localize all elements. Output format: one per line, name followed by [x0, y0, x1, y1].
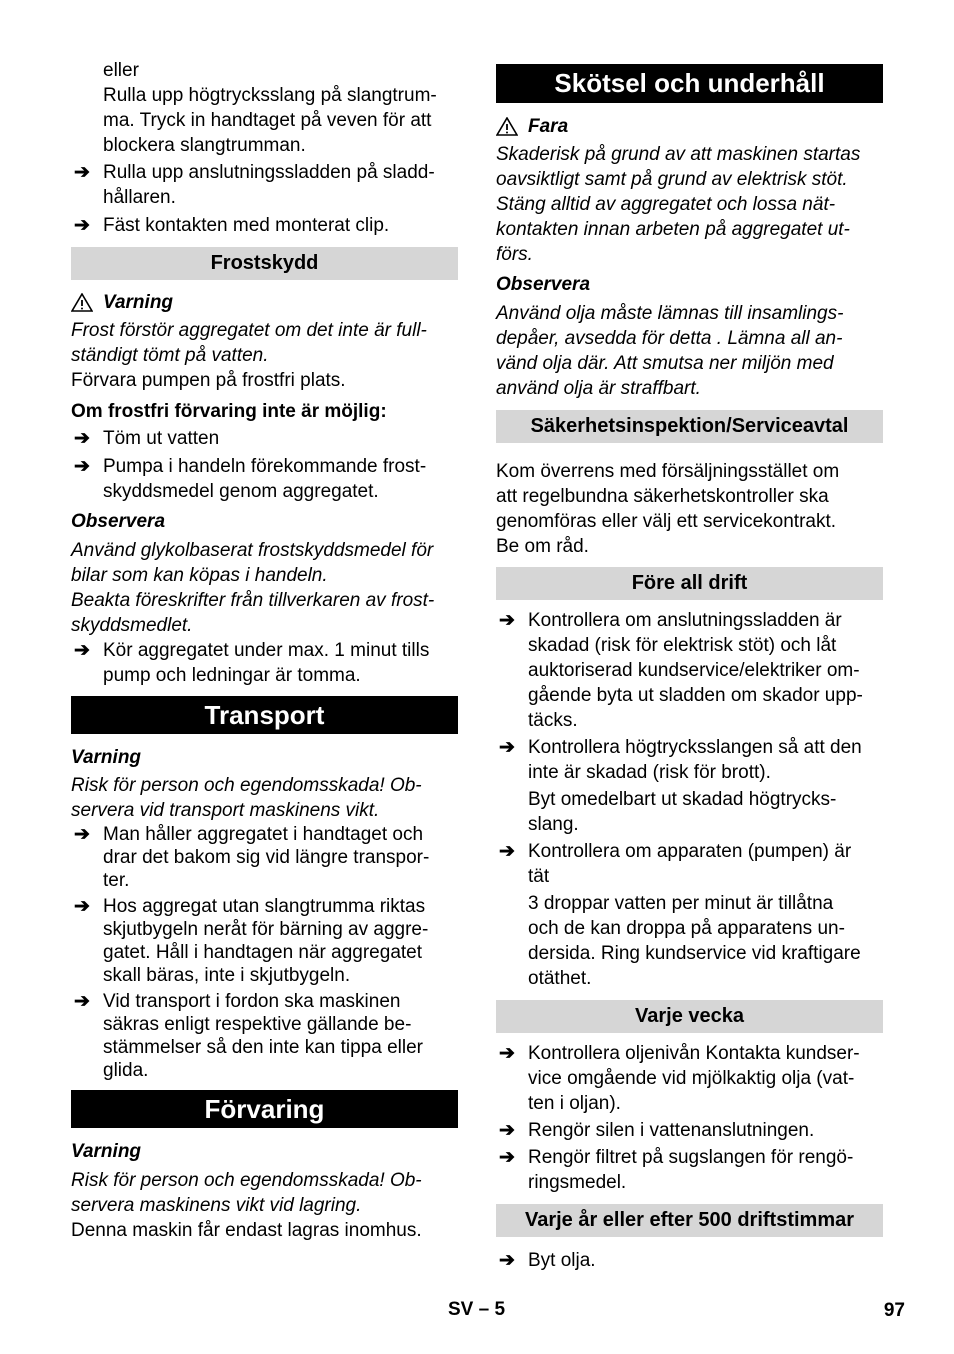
section-heading-fore-all-drift: Före all drift — [496, 567, 883, 600]
storage-text: Denna maskin får endast lagras inomhus. — [71, 1220, 422, 1241]
subheading: Om frostfri förvaring inte är möjlig: — [71, 401, 387, 422]
arrow-icon: ➔ — [499, 1120, 515, 1141]
section-heading-varje-ar: Varje år eller efter 500 driftstimmar — [496, 1204, 883, 1237]
list-item: ➔ Man håller aggregatet i handtaget och drar det bakom sig vid längre transpor- ter. — [74, 824, 430, 891]
note-label: Observera — [71, 511, 166, 532]
rulla-text: Rulla upp högtrycksslang på slangtrum- ma. Tryck in handtaget på veven för att blockera slangtrumman. — [103, 85, 437, 156]
section-heading-varje-vecka: Varje vecka — [496, 1000, 883, 1033]
list-item: ➔ Kontrollera oljenivån Kontakta kundser- vice omgående vid mjölkaktig olja (vat- ten i oljan). — [499, 1043, 860, 1114]
before-extra-text: Byt omedelbart ut skadad högtrycks- slang. — [528, 789, 837, 835]
danger-heading: Fara — [496, 114, 883, 139]
before-extra-text: 3 droppar vatten per minut är tillåtna och de kan droppa på apparatens un- dersida. Ring kundservice vid kraftigare otäthet. — [528, 893, 861, 989]
right-column — [496, 58, 883, 1273]
section-heading-forvaring: Förvaring — [71, 1090, 458, 1128]
arrow-icon: ➔ — [74, 824, 90, 845]
note-text: Använd glykolbaserat frostskyddsmedel för bilar som kan köpas i handeln. Beakta föreskrifter från tillverkaren av frost- skyddsmedlet. — [71, 540, 435, 636]
footer-section-label: SV – 5 — [448, 1299, 506, 1320]
left-column — [71, 58, 458, 1243]
note-text: Använd olja måste lämnas till insamlings- depåer, avsedda för detta . Lämna all an- vänd olja där. Att smutsa ner miljön med använd olja är straffbart. — [496, 303, 844, 399]
list-item: ➔ Hos aggregat utan slangtrumma riktas skjutbygeln neråt för bärning av aggre- gatet. Håll i handtagen när aggregatet skall bäras, inte i skjutbygeln. — [74, 896, 429, 986]
arrow-icon: ➔ — [499, 737, 515, 758]
store-text: Förvara pumpen på frostfri plats. — [71, 370, 346, 391]
warning-triangle-icon — [496, 117, 518, 136]
arrow-icon: ➔ — [499, 610, 515, 631]
list-item: ➔ Töm ut vatten — [74, 428, 220, 449]
warning-label: Varning — [71, 1141, 142, 1162]
list-item: ➔ Vid transport i fordon ska maskinen säkras enligt respektive gällande be- stämmelser så den inte kan tippa eller glida. — [74, 991, 423, 1081]
warning-triangle-icon — [71, 293, 93, 312]
arrow-icon: ➔ — [499, 841, 515, 862]
warning-text: Risk för person och egendomsskada! Ob- servera vid transport maskinens vikt. — [71, 775, 422, 821]
list-item: ➔ Pumpa i handeln förekommande frost- skyddsmedel genom aggregatet. — [74, 456, 427, 502]
page-number: 97 — [883, 1300, 905, 1321]
section-heading-transport: Transport — [71, 696, 458, 734]
list-item: ➔ Kontrollera om apparaten (pumpen) är tät — [499, 841, 852, 887]
danger-text: Skaderisk på grund av att maskinen startas oavsiktligt samt på grund av elektrisk stöt. Stäng alltid av aggregatet och lossa nät- kontakten innan arbeten på aggregatet ut- förs. — [496, 144, 861, 265]
list-item: ➔ Kör aggregatet under max. 1 minut tills pump och ledningar är tomma. — [74, 640, 430, 686]
section-heading-frostskydd: Frostskydd — [71, 247, 458, 280]
warning-label: Varning — [71, 747, 142, 768]
arrow-icon: ➔ — [74, 896, 90, 917]
arrow-icon: ➔ — [499, 1250, 515, 1271]
warning-text: Risk för person och egendomsskada! Ob- servera maskinens vikt vid lagring. — [71, 1170, 422, 1216]
arrow-icon: ➔ — [74, 991, 90, 1012]
warning-heading: Varning — [71, 290, 458, 315]
safety-text: Kom överrens med försäljningsstället om att regelbundna säkerhetskontroller ska genomföras eller välj ett servicekontrakt. Be om råd. — [496, 461, 840, 557]
section-heading-sakerhet: Säkerhetsinspektion/Serviceavtal — [496, 410, 883, 443]
list-item: ➔ Rengör filtret på sugslangen för rengö- ringsmedel. — [499, 1147, 854, 1193]
list-item: ➔ Fäst kontakten med monterat clip. — [74, 215, 390, 236]
list-item: ➔ Rengör silen i vattenanslutningen. — [499, 1120, 815, 1141]
eller-text: eller — [103, 60, 139, 81]
list-item: ➔ Byt olja. — [499, 1250, 596, 1271]
arrow-icon: ➔ — [499, 1043, 515, 1064]
arrow-icon: ➔ — [74, 215, 90, 236]
arrow-icon: ➔ — [74, 640, 90, 661]
list-item: ➔ Kontrollera högtrycksslangen så att den inte är skadad (risk för brott). — [499, 737, 862, 783]
arrow-icon: ➔ — [74, 428, 90, 449]
list-item: ➔ Rulla upp anslutningssladden på sladd- hållaren. — [74, 162, 435, 208]
arrow-icon: ➔ — [74, 162, 90, 183]
arrow-icon: ➔ — [74, 456, 90, 477]
section-heading-skotsel: Skötsel och underhåll — [496, 64, 883, 103]
arrow-icon: ➔ — [499, 1147, 515, 1168]
list-item: ➔ Kontrollera om anslutningssladden är skadad (risk för elektrisk stöt) och låt auktoriserad kundservice/elektriker om- gående byta ut sladden om skador upp- täcks. — [499, 610, 863, 731]
warning-text: Frost förstör aggregatet om det inte är full- ständigt tömt på vatten. — [71, 320, 427, 366]
note-label: Observera — [496, 274, 591, 295]
